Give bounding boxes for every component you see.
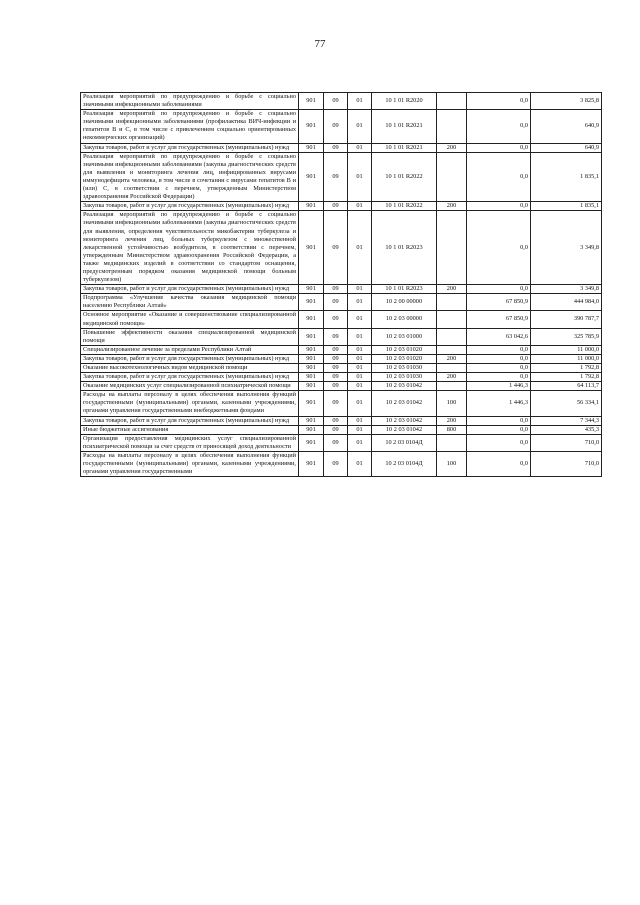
row-subsection: 01: [348, 143, 372, 152]
row-sum-2: 56 334,1: [531, 391, 602, 416]
row-name: Расходы на выплаты персоналу в целях обеспечения выполнения функций государственными (муниципальными) органами, казенными учреждениями, органами управления государственными: [81, 451, 299, 476]
row-section: 09: [324, 382, 348, 391]
row-target-article: 10 2 03 01042: [372, 425, 437, 434]
row-expense-type: 200: [437, 373, 467, 382]
row-expense-type: 200: [437, 285, 467, 294]
row-target-article: 10 1 01 R2023: [372, 285, 437, 294]
row-expense-type: [437, 345, 467, 354]
row-section: 09: [324, 93, 348, 110]
row-target-article: 10 2 03 0104Д: [372, 434, 437, 451]
row-target-article: 10 2 03 0104Д: [372, 451, 437, 476]
row-sum-2: 1 835,1: [531, 202, 602, 211]
row-sum-2: 435,3: [531, 425, 602, 434]
row-subsection: 01: [348, 345, 372, 354]
table-row: [81, 373, 602, 382]
row-expense-type: 200: [437, 202, 467, 211]
row-section: 09: [324, 285, 348, 294]
row-sum-1: 0,0: [467, 451, 531, 476]
row-target-article: 10 2 03 01042: [372, 416, 437, 425]
row-sum-1: 0,0: [467, 285, 531, 294]
row-target-article: 10 1 01 R2021: [372, 143, 437, 152]
row-sum-1: 0,0: [467, 364, 531, 373]
row-section: 09: [324, 211, 348, 285]
row-target-article: 10 2 03 01030: [372, 373, 437, 382]
row-section: 09: [324, 354, 348, 363]
row-sum-1: 0,0: [467, 202, 531, 211]
row-grbs: 901: [299, 434, 324, 451]
row-grbs: 901: [299, 382, 324, 391]
row-grbs: 901: [299, 202, 324, 211]
row-target-article: 10 2 03 01000: [372, 328, 437, 345]
row-subsection: 01: [348, 285, 372, 294]
row-sum-1: 0,0: [467, 345, 531, 354]
row-grbs: 901: [299, 425, 324, 434]
row-sum-2: 1 835,1: [531, 152, 602, 202]
row-section: 09: [324, 294, 348, 311]
row-subsection: 01: [348, 311, 372, 328]
row-sum-2: 7 344,3: [531, 416, 602, 425]
row-sum-1: 0,0: [467, 152, 531, 202]
row-grbs: 901: [299, 364, 324, 373]
row-expense-type: 100: [437, 391, 467, 416]
row-target-article: 10 2 03 01030: [372, 364, 437, 373]
row-subsection: 01: [348, 382, 372, 391]
table-row: [81, 311, 602, 328]
table-row: [81, 434, 602, 451]
row-grbs: 901: [299, 294, 324, 311]
row-name: Закупка товаров, работ и услуг для государственных (муниципальных) нужд: [81, 143, 299, 152]
row-sum-2: 1 792,8: [531, 364, 602, 373]
row-section: 09: [324, 202, 348, 211]
row-sum-1: 0,0: [467, 425, 531, 434]
row-grbs: 901: [299, 373, 324, 382]
row-name: Расходы на выплаты персоналу в целях обеспечения выполнения функций государственными (муниципальными) органами, казенными учреждениями, органами управления государственными внебюджетными фондами: [81, 391, 299, 416]
row-sum-2: 3 349,8: [531, 211, 602, 285]
row-name: Реализация мероприятий по предупреждению и борьбе с социально значимыми инфекционными заболеваниями (закупка диагностических средств для выявления и мониторинга лечения лиц, инфицированных вирусами иммунодефицита человека, в том числе в сочетании с вирусами гепатитов В и (или) С, в соответствии с перечнем, утвержденным Министерством здравоохранения Российской Федерации): [81, 152, 299, 202]
row-section: 09: [324, 364, 348, 373]
row-sum-1: 0,0: [467, 110, 531, 143]
row-sum-1: 0,0: [467, 93, 531, 110]
table-row: [81, 110, 602, 143]
row-subsection: 01: [348, 373, 372, 382]
row-expense-type: 200: [437, 416, 467, 425]
row-sum-1: 0,0: [467, 211, 531, 285]
row-grbs: 901: [299, 451, 324, 476]
row-sum-2: 444 984,0: [531, 294, 602, 311]
row-name: Закупка товаров, работ и услуг для государственных (муниципальных) нужд: [81, 202, 299, 211]
row-section: 09: [324, 110, 348, 143]
table-row: [81, 391, 602, 416]
row-expense-type: 200: [437, 354, 467, 363]
row-target-article: 10 2 03 00000: [372, 311, 437, 328]
table-row: [81, 285, 602, 294]
row-expense-type: [437, 110, 467, 143]
row-grbs: 901: [299, 93, 324, 110]
row-name: Повышение эффективности оказания специализированной медицинской помощи: [81, 328, 299, 345]
row-grbs: 901: [299, 354, 324, 363]
row-section: 09: [324, 451, 348, 476]
row-section: 09: [324, 345, 348, 354]
row-target-article: 10 1 01 R2020: [372, 93, 437, 110]
row-subsection: 01: [348, 152, 372, 202]
row-expense-type: [437, 294, 467, 311]
row-name: Иные бюджетные ассигнования: [81, 425, 299, 434]
row-sum-2: 3 825,8: [531, 93, 602, 110]
row-grbs: 901: [299, 416, 324, 425]
row-sum-1: 0,0: [467, 416, 531, 425]
row-section: 09: [324, 416, 348, 425]
row-sum-1: 1 446,3: [467, 382, 531, 391]
row-expense-type: 200: [437, 143, 467, 152]
row-expense-type: 800: [437, 425, 467, 434]
row-grbs: 901: [299, 345, 324, 354]
row-target-article: 10 2 03 01042: [372, 391, 437, 416]
table-row: [81, 294, 602, 311]
row-subsection: 01: [348, 391, 372, 416]
row-sum-1: 1 446,3: [467, 391, 531, 416]
row-expense-type: [437, 434, 467, 451]
table-row: [81, 354, 602, 363]
row-sum-2: 325 785,9: [531, 328, 602, 345]
row-name: Реализация мероприятий по предупреждению и борьбе с социально значимыми инфекционными заболеваниями (закупка диагностических средств для выявления, определения чувствительности микобактерии туберкулеза и мониторинга лечения лиц, больных туберкулезом с множественной лекарственной устойчивостью возбудителя, в соответствии с перечнем, утвержденным Министерством здравоохранения Российской Федерации, а также медицинских изделий в соответствии со стандартом оснащения, предусмотренным порядком оказания медицинской помощи больным туберкулезом): [81, 211, 299, 285]
row-target-article: 10 2 03 01020: [372, 354, 437, 363]
row-name: Закупка товаров, работ и услуг для государственных (муниципальных) нужд: [81, 416, 299, 425]
row-sum-1: 0,0: [467, 434, 531, 451]
table-row: [81, 364, 602, 373]
row-section: 09: [324, 373, 348, 382]
table-row: [81, 152, 602, 202]
row-sum-2: 640,9: [531, 143, 602, 152]
budget-table: [80, 92, 602, 477]
row-sum-2: 3 349,8: [531, 285, 602, 294]
row-subsection: 01: [348, 93, 372, 110]
row-subsection: 01: [348, 434, 372, 451]
row-sum-1: 0,0: [467, 143, 531, 152]
row-name: Реализация мероприятий по предупреждению и борьбе с социально значимыми инфекционными заболеваниями (профилактика ВИЧ-инфекции и гепатитов В и С, в том числе с привлечением социально ориентированных некоммерческих организаций): [81, 110, 299, 143]
row-sum-2: 11 000,0: [531, 345, 602, 354]
row-subsection: 01: [348, 211, 372, 285]
row-sum-1: 67 850,9: [467, 311, 531, 328]
row-sum-2: 1 792,8: [531, 373, 602, 382]
table-row: [81, 345, 602, 354]
row-sum-2: 64 113,7: [531, 382, 602, 391]
table-row: [81, 328, 602, 345]
row-name: Подпрограмма «Улучшение качества оказания медицинской помощи населению Республики Алтай»: [81, 294, 299, 311]
row-target-article: 10 1 01 R2022: [372, 202, 437, 211]
row-target-article: 10 1 01 R2021: [372, 110, 437, 143]
row-grbs: 901: [299, 152, 324, 202]
row-target-article: 10 1 01 R2022: [372, 152, 437, 202]
table-row: [81, 382, 602, 391]
row-sum-1: 0,0: [467, 373, 531, 382]
row-expense-type: [437, 328, 467, 345]
table-row: [81, 425, 602, 434]
row-expense-type: [437, 364, 467, 373]
row-section: 09: [324, 425, 348, 434]
row-name: Оказание медицинских услуг специализированной психиатрической помощи: [81, 382, 299, 391]
row-sum-2: 11 000,0: [531, 354, 602, 363]
row-sum-2: 710,0: [531, 434, 602, 451]
row-name: Закупка товаров, работ и услуг для государственных (муниципальных) нужд: [81, 373, 299, 382]
row-expense-type: [437, 311, 467, 328]
row-expense-type: 100: [437, 451, 467, 476]
row-sum-2: 640,9: [531, 110, 602, 143]
row-subsection: 01: [348, 451, 372, 476]
row-target-article: 10 1 01 R2023: [372, 211, 437, 285]
row-target-article: 10 2 03 01042: [372, 382, 437, 391]
row-subsection: 01: [348, 416, 372, 425]
row-section: 09: [324, 391, 348, 416]
row-subsection: 01: [348, 354, 372, 363]
row-subsection: 01: [348, 328, 372, 345]
table-body: [81, 93, 602, 477]
row-subsection: 01: [348, 110, 372, 143]
row-name: Специализированное лечение за пределами Республики Алтай: [81, 345, 299, 354]
row-name: Основное мероприятие «Оказание и совершенствование специализированной медицинской помощи»: [81, 311, 299, 328]
row-sum-1: 67 850,9: [467, 294, 531, 311]
row-grbs: 901: [299, 328, 324, 345]
row-sum-1: 63 042,6: [467, 328, 531, 345]
row-name: Закупка товаров, работ и услуг для государственных (муниципальных) нужд: [81, 285, 299, 294]
row-sum-2: 390 787,7: [531, 311, 602, 328]
row-expense-type: [437, 93, 467, 110]
row-expense-type: [437, 152, 467, 202]
row-section: 09: [324, 328, 348, 345]
table-row: [81, 211, 602, 285]
page-number: 77: [314, 38, 326, 50]
row-subsection: 01: [348, 294, 372, 311]
row-subsection: 01: [348, 202, 372, 211]
row-grbs: 901: [299, 285, 324, 294]
row-grbs: 901: [299, 391, 324, 416]
row-section: 09: [324, 143, 348, 152]
row-section: 09: [324, 152, 348, 202]
row-grbs: 901: [299, 110, 324, 143]
row-expense-type: [437, 382, 467, 391]
row-expense-type: [437, 211, 467, 285]
row-grbs: 901: [299, 311, 324, 328]
row-subsection: 01: [348, 425, 372, 434]
table-row: [81, 416, 602, 425]
row-name: Реализация мероприятий по предупреждению и борьбе с социально значимыми инфекционными заболеваниями: [81, 93, 299, 110]
row-name: Организация предоставления медицинских услуг специализированной психиатрической помощи за счет средств от приносящей доход деятельности: [81, 434, 299, 451]
row-sum-1: 0,0: [467, 354, 531, 363]
table-row: [81, 451, 602, 476]
row-sum-2: 710,0: [531, 451, 602, 476]
row-target-article: 10 2 03 01020: [372, 345, 437, 354]
row-grbs: 901: [299, 143, 324, 152]
row-grbs: 901: [299, 211, 324, 285]
row-section: 09: [324, 434, 348, 451]
table-row: [81, 143, 602, 152]
row-name: Оказание высокотехнологичных видов медицинской помощи: [81, 364, 299, 373]
row-subsection: 01: [348, 364, 372, 373]
row-section: 09: [324, 311, 348, 328]
row-name: Закупка товаров, работ и услуг для государственных (муниципальных) нужд: [81, 354, 299, 363]
table-row: [81, 93, 602, 110]
row-target-article: 10 2 00 00000: [372, 294, 437, 311]
table-row: [81, 202, 602, 211]
